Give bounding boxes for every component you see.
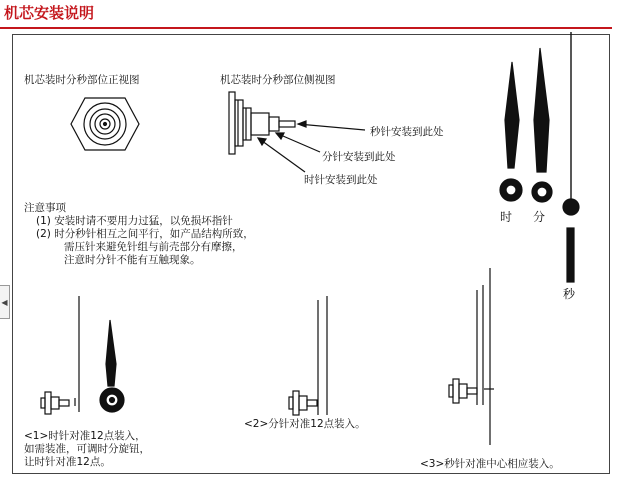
callout-arrows [258,121,365,172]
minute-hand-callout: 分针安装到此处 [322,151,396,163]
note-item: 需压针来避免针组与前壳部分有摩擦， [64,241,243,253]
step1-caption: 如需装准，可调时分旋钮， [24,443,150,455]
note-item: 注意时分针不能有互触现象。 [64,254,201,266]
second-hand-callout: 秒针安装到此处 [370,126,444,138]
side-view-title: 机芯装时分秒部位侧视图 [220,74,336,86]
movement-front-view [71,98,139,150]
note-item: (2) 时分秒针相互之间平行，如产品结构所致， [36,228,254,240]
collapse-arrow-icon[interactable]: ◀ [0,285,10,319]
notes-heading: 注意事项 [24,202,66,214]
step3-illustration [449,268,494,445]
minute-hand-illustration [532,48,552,202]
page-title: 机芯安装说明 [4,4,95,22]
note-item: (1) 安装时请不要用力过猛，以免损坏指针 [36,215,233,227]
second-hand-label: 秒 [563,287,576,301]
step2-caption: <2>分针对准12点装入。 [244,418,366,430]
hour-hand-callout: 时针安装到此处 [304,174,378,186]
step3-caption: <3>秒针对准中心相应装入。 [420,458,560,470]
hour-hand-label: 时 [500,210,513,224]
minute-hand-label: 分 [533,210,546,224]
step1-caption: <1>时针对准12点装入， [24,430,146,442]
step2-illustration [289,296,327,415]
hour-hand-illustration [500,62,522,201]
front-view-title: 机芯装时分秒部位正视图 [24,74,140,86]
step1-caption: 让时针对准12点。 [24,456,111,468]
second-hand-illustration [563,32,579,282]
step1-illustration [41,296,124,414]
